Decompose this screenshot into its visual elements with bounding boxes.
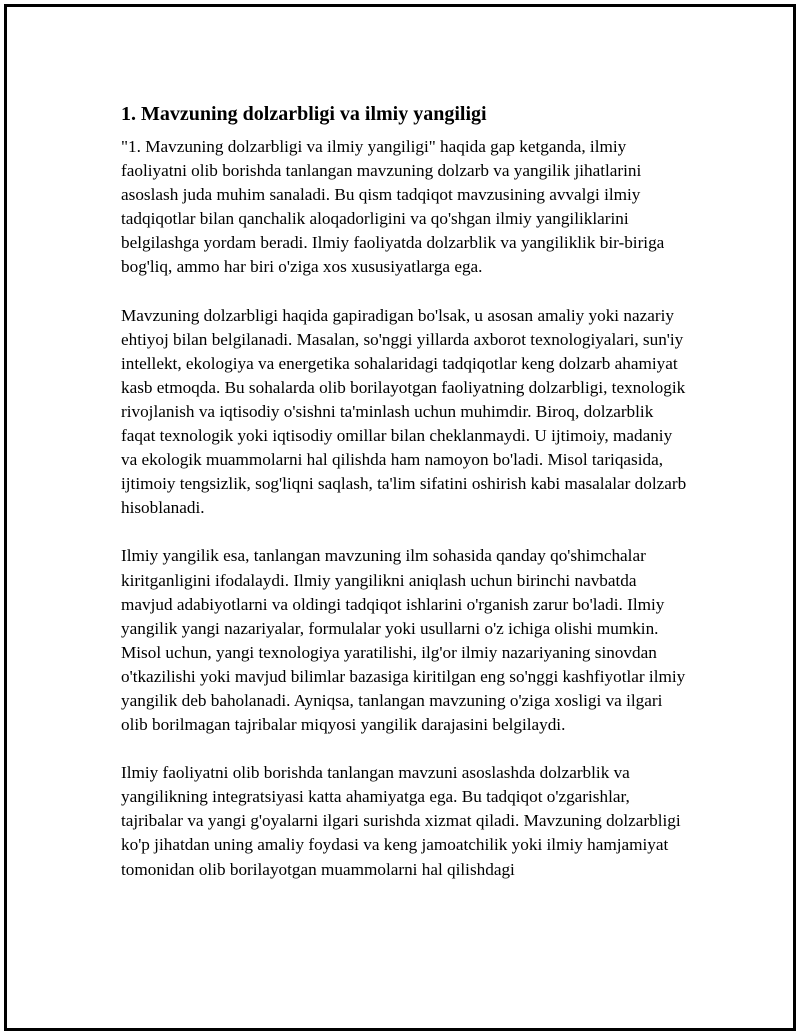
paragraph-1: "1. Mavzuning dolzarbligi va ilmiy yangiligi" haqida gap ketganda, ilmiy faoliyatni olib borishda tanlangan mavzuning dolzarb va yangilik jihatlarini asoslash juda muhim sanaladi. Bu qism tadqiqot mavzusining avvalgi ilmiy tadqiqotlar bilan qanchalik aloqadorligini va qo'shgan ilmiy yangiliklarini belgilashga yordam beradi. Ilmiy faoliyatda dolzarblik va yangiliklik bir-biriga bog'liq, ammo har biri o'ziga xos xususiyatlarga ega. [121,137,665,277]
paragraph-4: Ilmiy faoliyatni olib borishda tanlangan mavzuni asoslashda dolzarblik va yangilikning integratsiyasi katta ahamiyatga ega. Bu tadqiqot o'zgarishlar, tajribalar va yangi g'oyalarni ilgari surishda xizmat qiladi. Mavzuning dolzarbligi ko'p jihatdan uning amaliy foydasi va keng jamoatchilik yoki ilmiy hamjamiyat tomonidan olib borilayotgan muammolarni hal qilishdagi [121,763,681,879]
paragraph-3: Ilmiy yangilik esa, tanlangan mavzuning ilm sohasida qanday qo'shimchalar kiritganligini ifodalaydi. Ilmiy yangilikni aniqlash uchun birinchi navbatda mavjud adabiyotlarni va oldingi tadqiqot ishlarini o'rganish zarur bo'ladi. Ilmiy yangilik yangi nazariyalar, formulalar yoki usullarni o'z ichiga olishi mumkin. Misol uchun, yangi texnologiya yaratilishi, ilg'or ilmiy nazariyaning sinovdan o'tkazilishi yoki mavjud bilimlar bazasiga kiritilgan eng so'nggi kashfiyotlar ilmiy yangilik deb baholanadi. Ayniqsa, tanlangan mavzuning o'ziga xosligi va ilgari olib borilmagan tajribalar miqyosi yangilik darajasini belgilaydi. [121,546,686,735]
page-frame [4,4,796,1031]
section-heading: 1. Mavzuning dolzarbligi va ilmiy yangiligi [121,103,487,125]
paragraph-2: Mavzuning dolzarbligi haqida gapiradigan bo'lsak, u asosan amaliy yoki nazariy ehtiyoj bilan belgilanadi. Masalan, so'nggi yillarda axborot texnologiyalari, sun'iy intellekt, ekologiya va energetika sohalaridagi tadqiqotlar keng dolzarb ahamiyat kasb etmoqda. Bu sohalarda olib borilayotgan faoliyatning dolzarbligi, texnologik rivojlanish va iqtisodiy o'sishni ta'minlash uchun muhimdir. Biroq, dolzarblik faqat texnologik yoki iqtisodiy omillar bilan cheklanmaydi. U ijtimoiy, madaniy va ekologik muammolarni hal qilishda ham namoyon bo'ladi. Misol tariqasida, ijtimoiy tengsizlik, sog'liqni saqlash, ta'lim sifatini oshirish kabi masalalar dolzarb hisoblanadi. [121,305,687,518]
document-body [121,95,691,906]
